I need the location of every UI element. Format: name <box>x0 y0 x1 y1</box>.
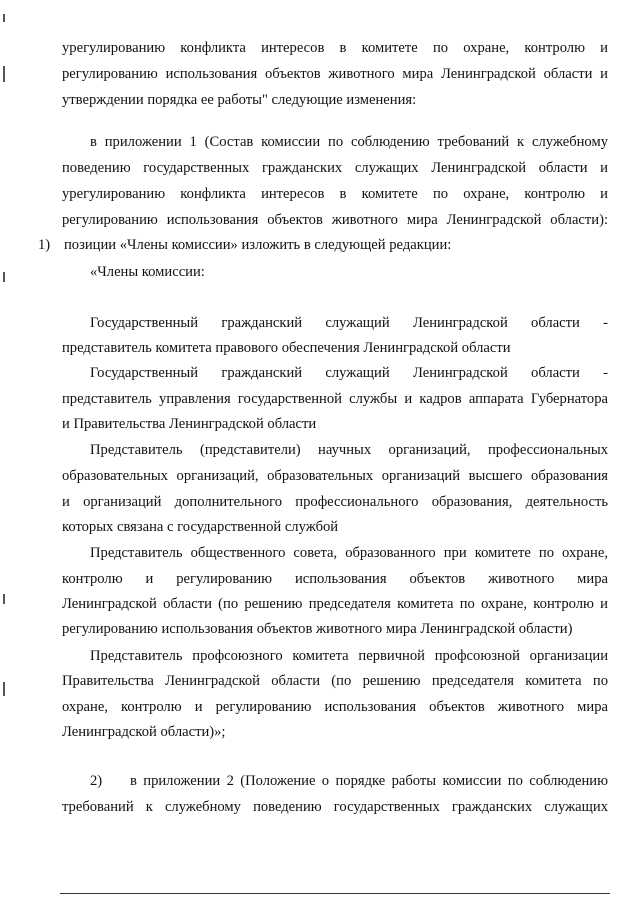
scan-margin-mark <box>3 66 5 82</box>
paragraph-line: контролю и регулированию использования объектов животного мира <box>62 571 608 587</box>
paragraph-line: урегулированию конфликта интересов в комитете по охране, контролю и <box>62 40 608 56</box>
paragraph-line: и Правительства Ленинградской области <box>62 416 317 432</box>
paragraph-line: позиции «Члены комиссии» изложить в следующей редакции: <box>64 237 452 253</box>
paragraph-line: представитель управления государственной службы и кадров аппарата Губернатора <box>62 391 608 407</box>
paragraph-line: и организаций дополнительного профессионального образования, деятельность <box>62 494 608 510</box>
list-number: 1) <box>38 237 51 253</box>
paragraph-line: «Члены комиссии: <box>90 264 205 280</box>
paragraph-line: представитель комитета правового обеспечения Ленинградской области <box>62 340 511 356</box>
paragraph-line: требований к служебному поведению государственных гражданских служащих <box>62 799 608 815</box>
scan-margin-mark <box>3 272 5 282</box>
scan-margin-mark <box>3 14 5 22</box>
paragraph-line: Ленинградской области (по решению председателя комитета по охране, контролю и <box>62 596 608 612</box>
paragraph-line: которых связана с государственной службой <box>62 519 339 535</box>
paragraph-line: в приложении 1 (Состав комиссии по соблюдению требований к служебному <box>90 134 608 150</box>
paragraph-line: в приложении 2 (Положение о порядке работы комиссии по соблюдению <box>130 773 608 789</box>
scan-margin-mark <box>3 682 5 696</box>
paragraph-line: Государственный гражданский служащий Ленинградской области - <box>90 315 608 331</box>
paragraph-line: регулированию использования объектов животного мира Ленинградской области и <box>62 66 608 82</box>
paragraph-line: Представитель профсоюзного комитета первичной профсоюзной организации <box>90 648 608 664</box>
paragraph-line: регулированию использования объектов животного мира Ленинградской области) <box>62 621 573 637</box>
paragraph-line: поведению государственных гражданских служащих Ленинградской области и <box>62 160 608 176</box>
paragraph-line: Представитель (представители) научных организаций, профессиональных <box>90 442 608 458</box>
paragraph-line: регулированию использования объектов животного мира Ленинградской области): <box>62 212 608 228</box>
paragraph-line: Государственный гражданский служащий Ленинградской области - <box>90 365 608 381</box>
paragraph-line: Правительства Ленинградской области (по решению председателя комитета по <box>62 673 608 689</box>
paragraph-line: урегулированию конфликта интересов в комитете по охране, контролю и <box>62 186 608 202</box>
paragraph-line: Ленинградской области)»; <box>62 724 226 740</box>
scan-margin-mark <box>3 594 5 604</box>
paragraph-line: образовательных организаций, образовательных организаций высшего образования <box>62 468 608 484</box>
list-number: 2) <box>90 773 103 789</box>
paragraph-line: охране, контролю и регулированию использования объектов животного мира <box>62 699 608 715</box>
paragraph-line: Представитель общественного совета, образованного при комитете по охране, <box>90 545 608 561</box>
page-bottom-edge <box>60 893 610 894</box>
paragraph-line: утверждении порядка ее работы" следующие изменения: <box>62 92 417 108</box>
